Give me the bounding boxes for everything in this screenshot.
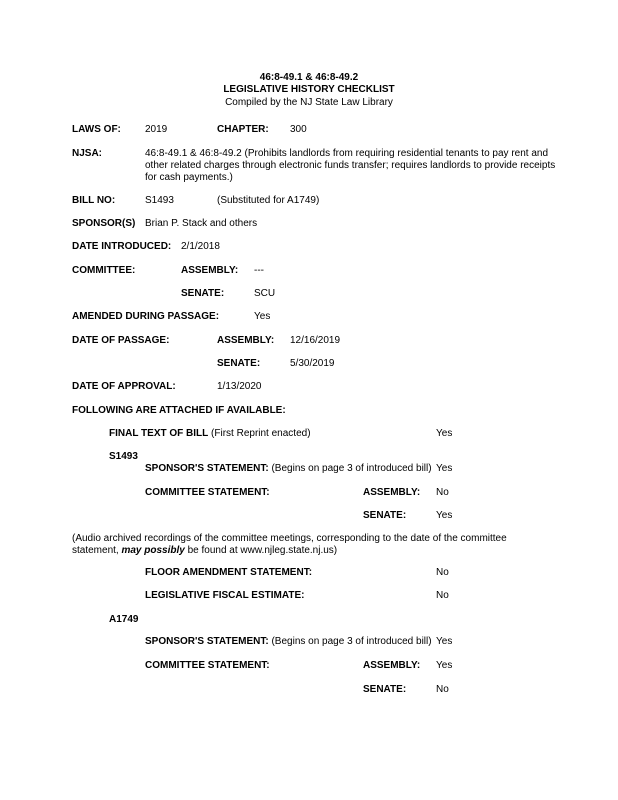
chapter-label: CHAPTER: bbox=[217, 124, 269, 135]
s1493-assembly-value: No bbox=[436, 487, 449, 498]
passage-assembly-label: ASSEMBLY: bbox=[217, 335, 275, 346]
passage-senate-value: 5/30/2019 bbox=[290, 358, 335, 369]
date-of-approval-value: 1/13/2020 bbox=[217, 381, 262, 392]
page-title: 46:8-49.1 & 46:8-49.2 bbox=[259, 72, 359, 83]
s1493-sponsor-row bbox=[145, 463, 432, 475]
a1749-heading: A1749 bbox=[109, 614, 139, 625]
s1493-sponsor-note: (Begins on page 3 of introduced bill) bbox=[271, 463, 432, 474]
bill-no-note: (Substituted for A1749) bbox=[217, 195, 320, 206]
fiscal-estimate-label: LEGISLATIVE FISCAL ESTIMATE: bbox=[145, 590, 305, 601]
a1749-sponsor-row bbox=[145, 636, 432, 648]
a1749-senate-label: SENATE: bbox=[363, 684, 407, 695]
sponsors-value: Brian P. Stack and others bbox=[145, 218, 258, 229]
audio-note bbox=[72, 533, 542, 557]
njsa-label: NJSA: bbox=[72, 148, 103, 159]
attached-heading: FOLLOWING ARE ATTACHED IF AVAILABLE: bbox=[72, 405, 286, 416]
final-text-label: FINAL TEXT OF BILL bbox=[109, 428, 209, 439]
committee-senate-value: SCU bbox=[254, 288, 276, 299]
s1493-heading: S1493 bbox=[109, 451, 138, 462]
audio-note-part1: (Audio archived recordings of the committee meetings, corresponding to the date of the committee statement, bbox=[72, 533, 507, 556]
passage-senate-label: SENATE: bbox=[217, 358, 261, 369]
committee-assembly-value: --- bbox=[254, 265, 264, 276]
final-text-value: Yes bbox=[436, 428, 453, 439]
sponsors-label: SPONSOR(S) bbox=[72, 218, 136, 229]
date-of-passage-label: DATE OF PASSAGE: bbox=[72, 335, 170, 346]
floor-amendment-value: No bbox=[436, 567, 449, 578]
compiled-by: Compiled by the NJ State Law Library bbox=[225, 97, 393, 108]
s1493-committee-label: COMMITTEE STATEMENT: bbox=[145, 487, 270, 498]
floor-amendment-label: FLOOR AMENDMENT STATEMENT: bbox=[145, 567, 313, 578]
njsa-value: 46:8-49.1 & 46:8-49.2 (Prohibits landlords from requiring residential tenants to pay rent and other related charges through electronic funds transfer; requires landlords to provide receipts for cash payments.) bbox=[145, 148, 556, 183]
s1493-sponsor-value: Yes bbox=[436, 463, 453, 474]
date-introduced-label: DATE INTRODUCED: bbox=[72, 241, 172, 252]
audio-note-emphasis: may possibly bbox=[121, 545, 185, 556]
amended-value: Yes bbox=[254, 311, 271, 322]
a1749-sponsor-value: Yes bbox=[436, 636, 453, 647]
amended-label: AMENDED DURING PASSAGE: bbox=[72, 311, 220, 322]
bill-no-value: S1493 bbox=[145, 195, 174, 206]
fiscal-estimate-value: No bbox=[436, 590, 449, 601]
a1749-committee-label: COMMITTEE STATEMENT: bbox=[145, 660, 270, 671]
s1493-senate-value: Yes bbox=[436, 510, 453, 521]
date-introduced-value: 2/1/2018 bbox=[181, 241, 220, 252]
chapter-value: 300 bbox=[290, 124, 307, 135]
laws-of-label: LAWS OF: bbox=[72, 124, 121, 135]
final-text-row bbox=[109, 428, 311, 440]
s1493-assembly-label: ASSEMBLY: bbox=[363, 487, 421, 498]
laws-of-value: 2019 bbox=[145, 124, 168, 135]
a1749-sponsor-label: SPONSOR'S STATEMENT: bbox=[145, 636, 269, 647]
a1749-sponsor-note: (Begins on page 3 of introduced bill) bbox=[271, 636, 432, 647]
s1493-sponsor-label: SPONSOR'S STATEMENT: bbox=[145, 463, 269, 474]
committee-senate-label: SENATE: bbox=[181, 288, 225, 299]
s1493-senate-label: SENATE: bbox=[363, 510, 407, 521]
a1749-senate-value: No bbox=[436, 684, 449, 695]
committee-assembly-label: ASSEMBLY: bbox=[181, 265, 239, 276]
committee-label: COMMITTEE: bbox=[72, 265, 136, 276]
audio-note-part2: be found at www.njleg.state.nj.us) bbox=[184, 545, 338, 556]
passage-assembly-value: 12/16/2019 bbox=[290, 335, 341, 346]
bill-no-label: BILL NO: bbox=[72, 195, 116, 206]
page-subtitle: LEGISLATIVE HISTORY CHECKLIST bbox=[223, 84, 395, 95]
a1749-assembly-label: ASSEMBLY: bbox=[363, 660, 421, 671]
final-text-note: (First Reprint enacted) bbox=[211, 428, 311, 439]
a1749-assembly-value: Yes bbox=[436, 660, 453, 671]
date-of-approval-label: DATE OF APPROVAL: bbox=[72, 381, 176, 392]
